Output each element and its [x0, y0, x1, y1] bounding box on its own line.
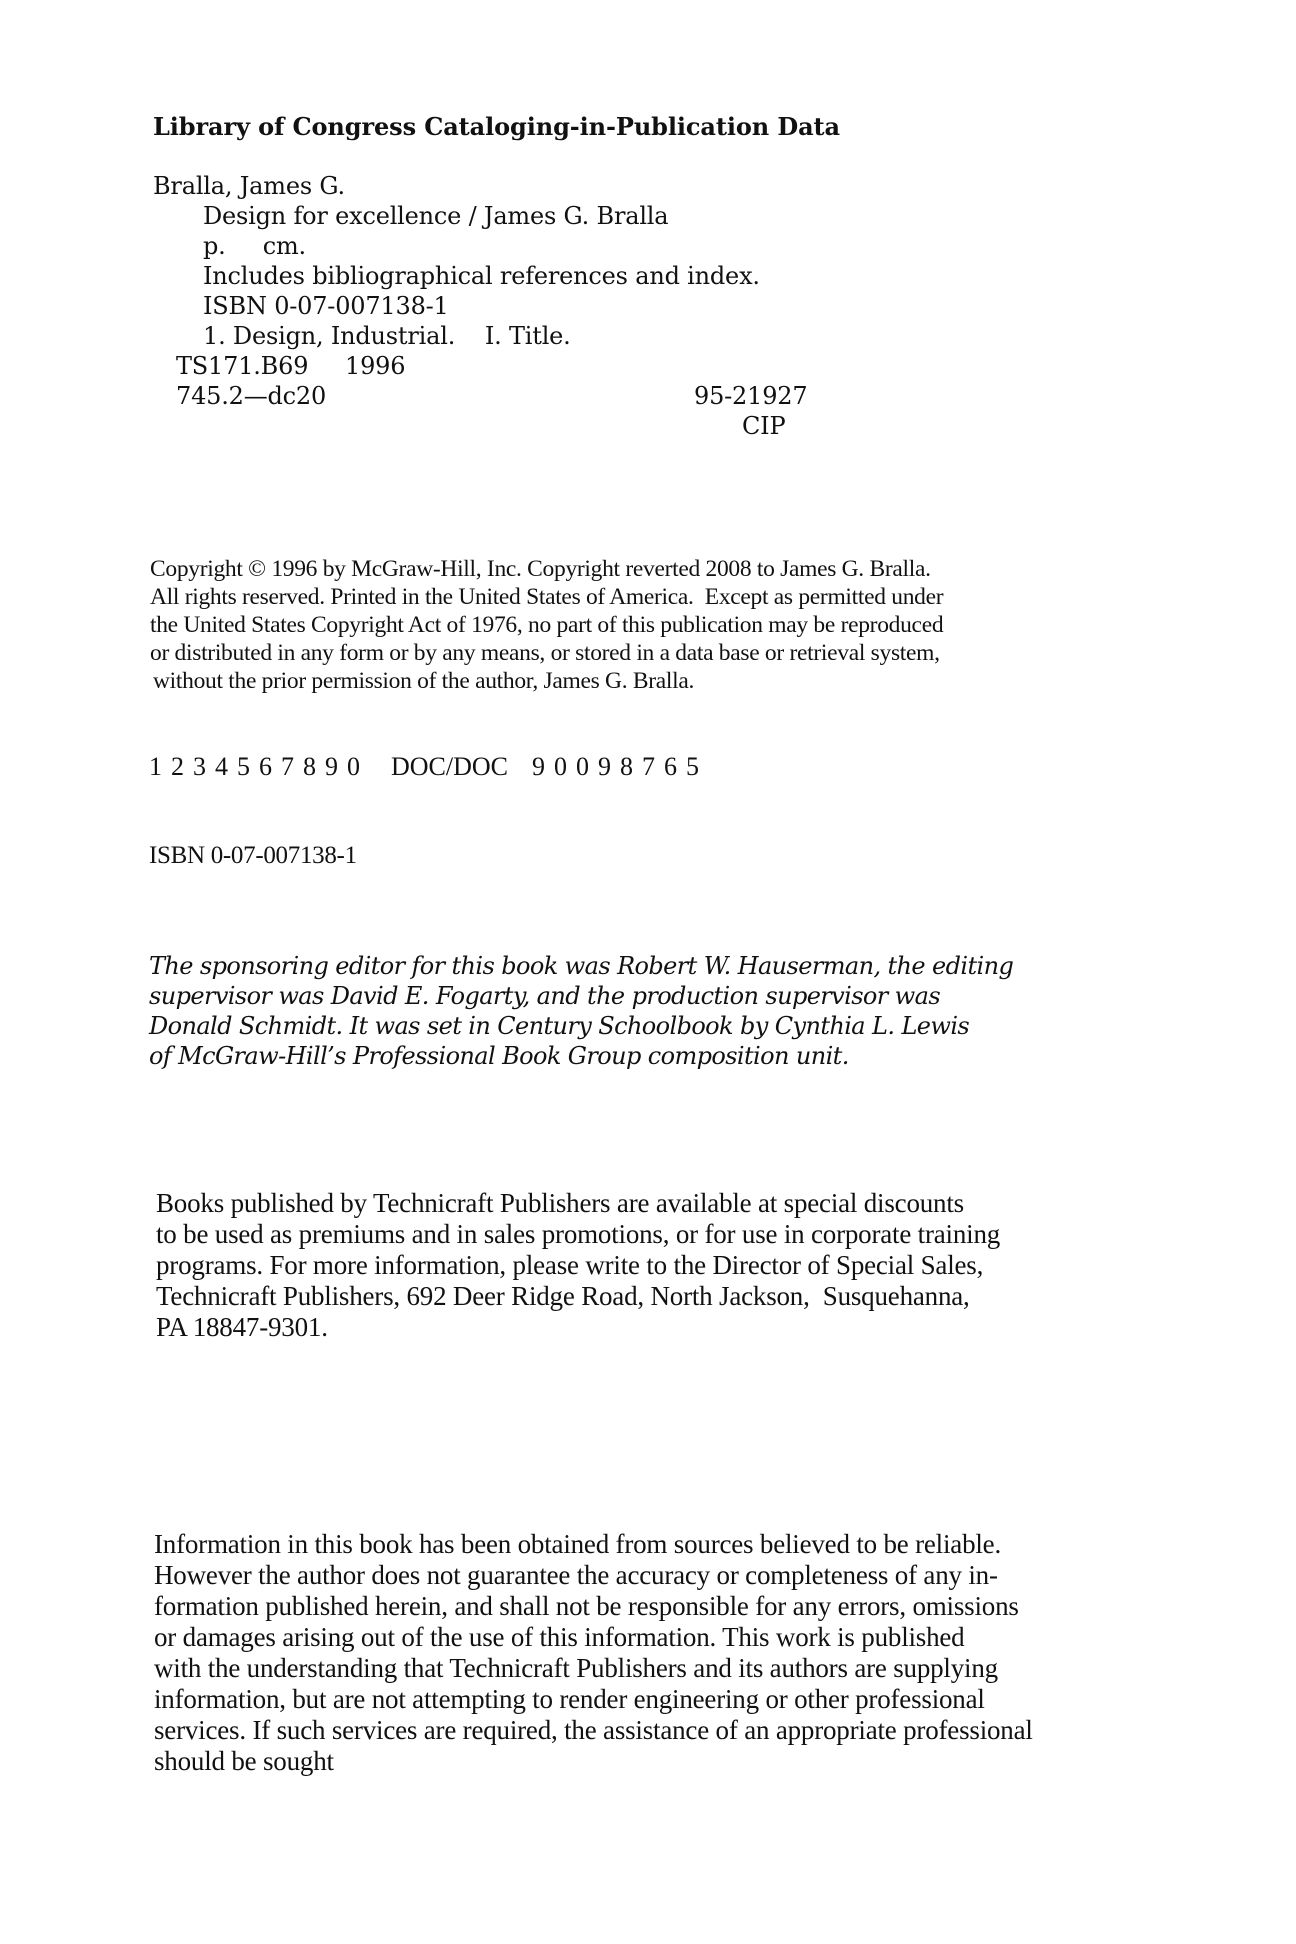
copyright-line: or distributed in any form or by any means, or stored in a data base or retrieval system, — [150, 640, 940, 666]
printing-code: DOC/DOC — [391, 752, 509, 781]
credits-line: Donald Schmidt. It was set in Century Schoolbook by Cynthia L. Lewis — [149, 1012, 970, 1040]
disclaimer-line: However the author does not guarantee the accuracy or completeness of any in- — [154, 1560, 998, 1590]
cip-dewey: 745.2—dc20 — [176, 382, 327, 410]
copyright-line: the United States Copyright Act of 1976, no part of this publication may be reproduced — [150, 612, 944, 638]
cip-author: Bralla, James G. — [153, 172, 345, 200]
disclaimer-line: should be sought — [154, 1746, 334, 1776]
printing-number-line — [149, 752, 708, 782]
cip-label: CIP — [742, 412, 786, 440]
copyright-line: without the prior permission of the author, James G. Bralla. — [153, 668, 695, 694]
special-sales-line: programs. For more information, please write to the Director of Special Sales, — [156, 1250, 984, 1280]
cip-notes: Includes bibliographical references and index. — [203, 262, 760, 290]
special-sales-line: Books published by Technicraft Publishers are available at special discounts — [156, 1188, 964, 1218]
cip-lccn: 95-21927 — [694, 382, 808, 410]
disclaimer-line: or damages arising out of the use of this information. This work is published — [154, 1622, 965, 1652]
copyright-line: Copyright © 1996 by McGraw-Hill, Inc. Copyright reverted 2008 to James G. Bralla. — [150, 556, 931, 582]
cip-lc-year: 1996 — [345, 352, 406, 380]
cip-physical: p. cm. — [203, 232, 306, 260]
printing-right-numbers: 90098765 — [532, 752, 709, 781]
cip-subjects: 1. Design, Industrial. I. Title. — [203, 322, 571, 350]
credits-line: of McGraw-Hill’s Professional Book Group composition unit. — [149, 1042, 849, 1070]
credits-line: The sponsoring editor for this book was Robert W. Hauserman, the editing — [149, 952, 1014, 980]
cip-isbn: ISBN 0-07-007138-1 — [203, 292, 449, 320]
disclaimer-line: Information in this book has been obtained from sources believed to be reliable. — [154, 1529, 1001, 1559]
cip-heading: Library of Congress Cataloging-in-Publication Data — [153, 112, 840, 141]
copyright-line: All rights reserved. Printed in the United States of America. Except as permitted under — [150, 584, 944, 610]
special-sales-line: Technicraft Publishers, 692 Deer Ridge Road, North Jackson, Susquehanna, — [156, 1281, 970, 1311]
credits-line: supervisor was David E. Fogarty, and the production supervisor was — [149, 982, 941, 1010]
special-sales-line: PA 18847-9301. — [156, 1312, 328, 1342]
disclaimer-line: services. If such services are required, the assistance of an appropriate professional — [154, 1715, 1033, 1745]
disclaimer-line: with the understanding that Technicraft Publishers and its authors are supplying — [154, 1653, 998, 1683]
cip-title-line: Design for excellence / James G. Bralla — [203, 202, 669, 230]
cip-lc-class: TS171.B69 — [176, 352, 309, 380]
isbn-line: ISBN 0-07-007138-1 — [149, 842, 357, 869]
disclaimer-line: information, but are not attempting to render engineering or other professional — [154, 1684, 985, 1714]
printing-left-numbers: 1234567890 — [149, 752, 369, 781]
disclaimer-line: formation published herein, and shall not be responsible for any errors, omissions — [154, 1591, 1019, 1621]
special-sales-line: to be used as premiums and in sales promotions, or for use in corporate training — [156, 1219, 1001, 1249]
